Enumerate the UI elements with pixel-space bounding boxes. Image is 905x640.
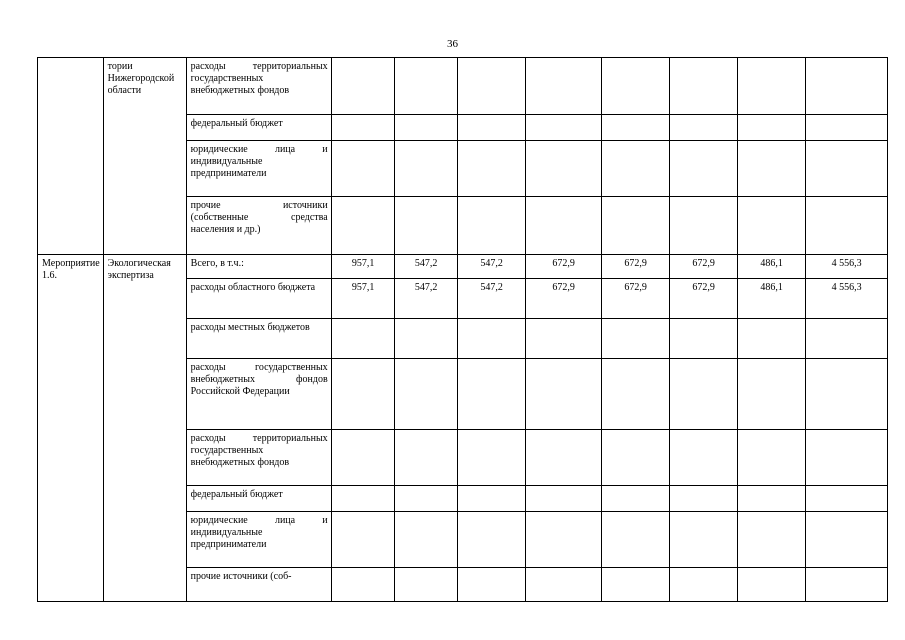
value-cell [394, 359, 457, 430]
value-cell [737, 359, 805, 430]
value-cell [601, 319, 669, 359]
value-cell [331, 359, 394, 430]
funding-source-cell: расходы государственных внебюджетных фондов Российской Федерации [186, 359, 331, 430]
value-cell [457, 430, 525, 486]
value-cell [737, 512, 805, 568]
value-cell [669, 141, 737, 197]
value-cell [331, 141, 394, 197]
value-cell: 957,1 [331, 279, 394, 319]
value-cell: 672,9 [669, 255, 737, 279]
value-cell [669, 486, 737, 512]
value-cell [737, 197, 805, 255]
value-cell [805, 568, 887, 602]
value-cell [525, 359, 601, 430]
value-cell [601, 430, 669, 486]
value-cell [457, 359, 525, 430]
value-cell [457, 197, 525, 255]
value-cell [457, 115, 525, 141]
measure-name-cell: Экологическая экспертиза [103, 255, 186, 602]
funding-source-cell: юридические лица и индивидуальные предприниматели [186, 141, 331, 197]
value-cell [601, 115, 669, 141]
value-cell [737, 115, 805, 141]
value-cell [525, 115, 601, 141]
value-cell [525, 58, 601, 115]
value-cell [331, 197, 394, 255]
funding-source-cell: расходы территориальных государственных внебюджетных фондов [186, 58, 331, 115]
value-cell [601, 512, 669, 568]
value-cell: 672,9 [601, 255, 669, 279]
value-cell [331, 486, 394, 512]
value-cell: 672,9 [525, 279, 601, 319]
value-cell [331, 319, 394, 359]
value-cell [394, 319, 457, 359]
value-cell [601, 486, 669, 512]
value-cell: 547,2 [394, 279, 457, 319]
value-cell [394, 197, 457, 255]
value-cell [525, 568, 601, 602]
value-cell [805, 319, 887, 359]
value-cell: 547,2 [457, 255, 525, 279]
value-cell [805, 58, 887, 115]
value-cell: 672,9 [669, 279, 737, 319]
value-cell [737, 568, 805, 602]
funding-source-cell: прочие источники (соб- [186, 568, 331, 602]
funding-source-cell: расходы местных бюджетов [186, 319, 331, 359]
value-cell: 4 556,3 [805, 279, 887, 319]
funding-source-cell: федеральный бюджет [186, 115, 331, 141]
value-cell [331, 568, 394, 602]
value-cell [525, 486, 601, 512]
value-cell [669, 197, 737, 255]
value-cell: 4 556,3 [805, 255, 887, 279]
value-cell [394, 115, 457, 141]
value-cell [601, 197, 669, 255]
value-cell [805, 141, 887, 197]
value-cell [805, 359, 887, 430]
value-cell [805, 486, 887, 512]
measure-name-cell: тории Нижегородской области [103, 58, 186, 255]
value-cell [669, 319, 737, 359]
value-cell [669, 359, 737, 430]
funding-source-cell: прочие источники (собственные средства населения и др.) [186, 197, 331, 255]
value-cell [737, 430, 805, 486]
value-cell [601, 58, 669, 115]
value-cell [601, 359, 669, 430]
value-cell: 486,1 [737, 279, 805, 319]
value-cell [525, 512, 601, 568]
value-cell: 547,2 [457, 279, 525, 319]
value-cell [457, 141, 525, 197]
value-cell [525, 430, 601, 486]
value-cell [737, 319, 805, 359]
value-cell [394, 58, 457, 115]
value-cell [525, 141, 601, 197]
value-cell [601, 141, 669, 197]
value-cell [805, 197, 887, 255]
value-cell: 672,9 [601, 279, 669, 319]
funding-source-cell: юридические лица и индивидуальные предприниматели [186, 512, 331, 568]
value-cell [394, 486, 457, 512]
value-cell [737, 58, 805, 115]
value-cell [669, 115, 737, 141]
table-row [38, 58, 888, 115]
value-cell [805, 115, 887, 141]
value-cell [331, 58, 394, 115]
value-cell: 672,9 [525, 255, 601, 279]
value-cell [394, 512, 457, 568]
value-cell [669, 568, 737, 602]
value-cell: 486,1 [737, 255, 805, 279]
value-cell [669, 512, 737, 568]
value-cell [331, 115, 394, 141]
value-cell [457, 58, 525, 115]
value-cell [525, 197, 601, 255]
value-cell [394, 141, 457, 197]
financing-table [37, 57, 888, 602]
value-cell [331, 512, 394, 568]
value-cell [669, 430, 737, 486]
value-cell [457, 486, 525, 512]
value-cell: 957,1 [331, 255, 394, 279]
value-cell [394, 568, 457, 602]
value-cell: 547,2 [394, 255, 457, 279]
funding-source-cell: федеральный бюджет [186, 486, 331, 512]
table-row [38, 255, 888, 279]
value-cell [737, 141, 805, 197]
value-cell [457, 568, 525, 602]
measure-code-cell: Мероприятие 1.6. [38, 255, 104, 602]
page-number: 36 [447, 38, 458, 50]
value-cell [601, 568, 669, 602]
value-cell [331, 430, 394, 486]
value-cell [737, 486, 805, 512]
funding-source-cell: расходы областного бюджета [186, 279, 331, 319]
value-cell [525, 319, 601, 359]
value-cell [394, 430, 457, 486]
measure-code-cell [38, 58, 104, 255]
funding-source-cell: Всего, в т.ч.: [186, 255, 331, 279]
value-cell [669, 58, 737, 115]
value-cell [805, 512, 887, 568]
value-cell [457, 319, 525, 359]
value-cell [805, 430, 887, 486]
funding-source-cell: расходы территориальных государственных внебюджетных фондов [186, 430, 331, 486]
value-cell [457, 512, 525, 568]
